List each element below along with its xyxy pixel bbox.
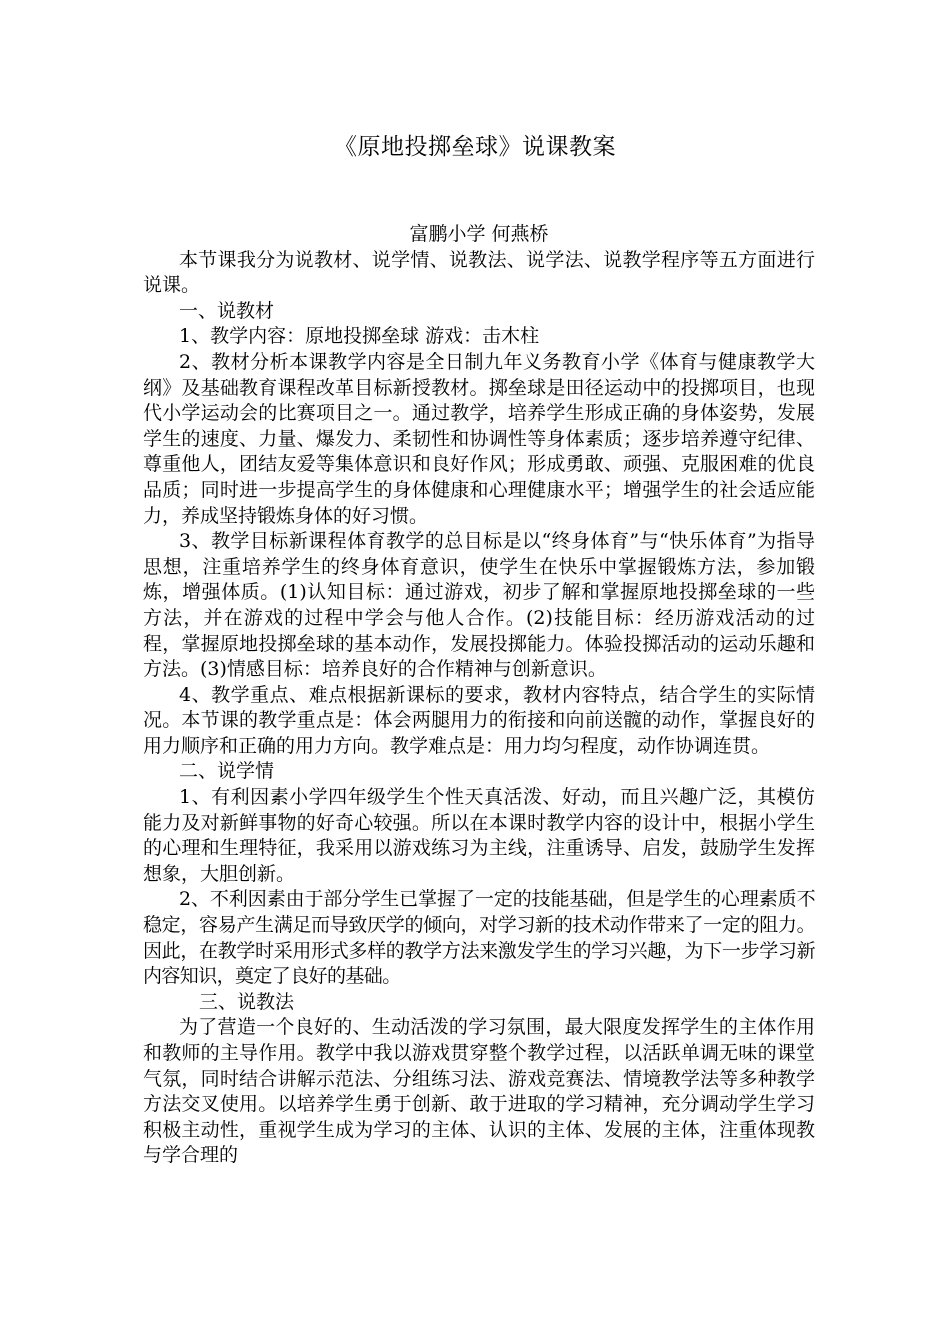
paragraph-key-points: 4、教学重点、难点根据新课标的要求，教材内容特点，结合学生的实际情况。本节课的教学重点是：体会两腿用力的衔接和向前送髋的动作，掌握良好的用力顺序和正确的用力方向。教学难点是：用力均匀程度，动作协调连贯。 bbox=[143, 683, 815, 757]
section-heading-methods: 三、说教法 bbox=[199, 990, 295, 1013]
intro-paragraph: 本节课我分为说教材、说学情、说教法、说学法、说教学程序等五方面进行说课。 bbox=[143, 248, 815, 297]
author-line: 富鹏小学 何燕桥 bbox=[409, 223, 549, 245]
paragraph-teaching-content: 1、教学内容：原地投掷垒球 游戏：击木柱 bbox=[179, 325, 540, 348]
document-body bbox=[143, 222, 815, 1169]
section-heading-students: 二、说学情 bbox=[179, 760, 275, 783]
paragraph-teaching-goals: 3、教学目标新课程体育教学的总目标是以“终身体育”与“快乐体育”为指导思想，注重培养学生的终身体育意识，使学生在快乐中掌握锻炼方法，参加锻炼，增强体质。(1)认知目标：通过游戏，初步了解和掌握原地投掷垒球的一些方法，并在游戏的过程中学会与他人合作。(2)技能目标：经历游戏活动的过程，掌握原地投掷垒球的基本动作，发展投掷能力。体验投掷活动的运动乐趣和方法。(3)情感目标：培养良好的合作精神与创新意识。 bbox=[143, 530, 815, 681]
document-title: 《原地投掷垒球》说课教案 bbox=[334, 134, 616, 160]
paragraph-unfavorable-factors: 2、不利因素由于部分学生已掌握了一定的技能基础，但是学生的心理素质不稳定，容易产生满足而导致厌学的倾向，对学习新的技术动作带来了一定的阻力。因此，在教学时采用形式多样的教学方法来激发学生的学习兴趣，为下一步学习新内容知识，奠定了良好的基础。 bbox=[143, 888, 815, 988]
paragraph-favorable-factors: 1、有利因素小学四年级学生个性天真活泼、好动，而且兴趣广泛，其模仿能力及对新鲜事物的好奇心较强。所以在本课时教学内容的设计中，根据小学生的心理和生理特征，我采用以游戏练习为主线，注重诱导、启发，鼓励学生发挥想象，大胆创新。 bbox=[143, 786, 815, 885]
paragraph-teaching-methods: 为了营造一个良好的、生动活泼的学习氛围，最大限度发挥学生的主体作用和教师的主导作用。教学中我以游戏贯穿整个教学过程，以活跃单调无味的课堂气氛，同时结合讲解示范法、分组练习法、游戏竞赛法、情境教学法等多种教学方法交叉使用。以培养学生勇于创新、敢于进取的学习精神，充分调动学生学习积极主动性，重视学生成为学习的主体、认识的主体、发展的主体，注重体现教与学合理的 bbox=[143, 1016, 815, 1167]
section-heading-textbook: 一、说教材 bbox=[179, 299, 275, 322]
paragraph-textbook-analysis: 2、教材分析本课教学内容是全日制九年义务教育小学《体育与健康教学大纲》及基础教育课程改革目标新授教材。掷垒球是田径运动中的投掷项目，也现代小学运动会的比赛项目之一。通过教学，培养学生形成正确的身体姿势，发展学生的速度、力量、爆发力、柔韧性和协调性等身体素质；逐步培养遵守纪律、尊重他人，团结友爱等集体意识和良好作风；形成勇敢、顽强、克服困难的优良品质；同时进一步提高学生的身体健康和心理健康水平；增强学生的社会适应能力，养成坚持锻炼身体的好习惯。 bbox=[143, 350, 815, 527]
